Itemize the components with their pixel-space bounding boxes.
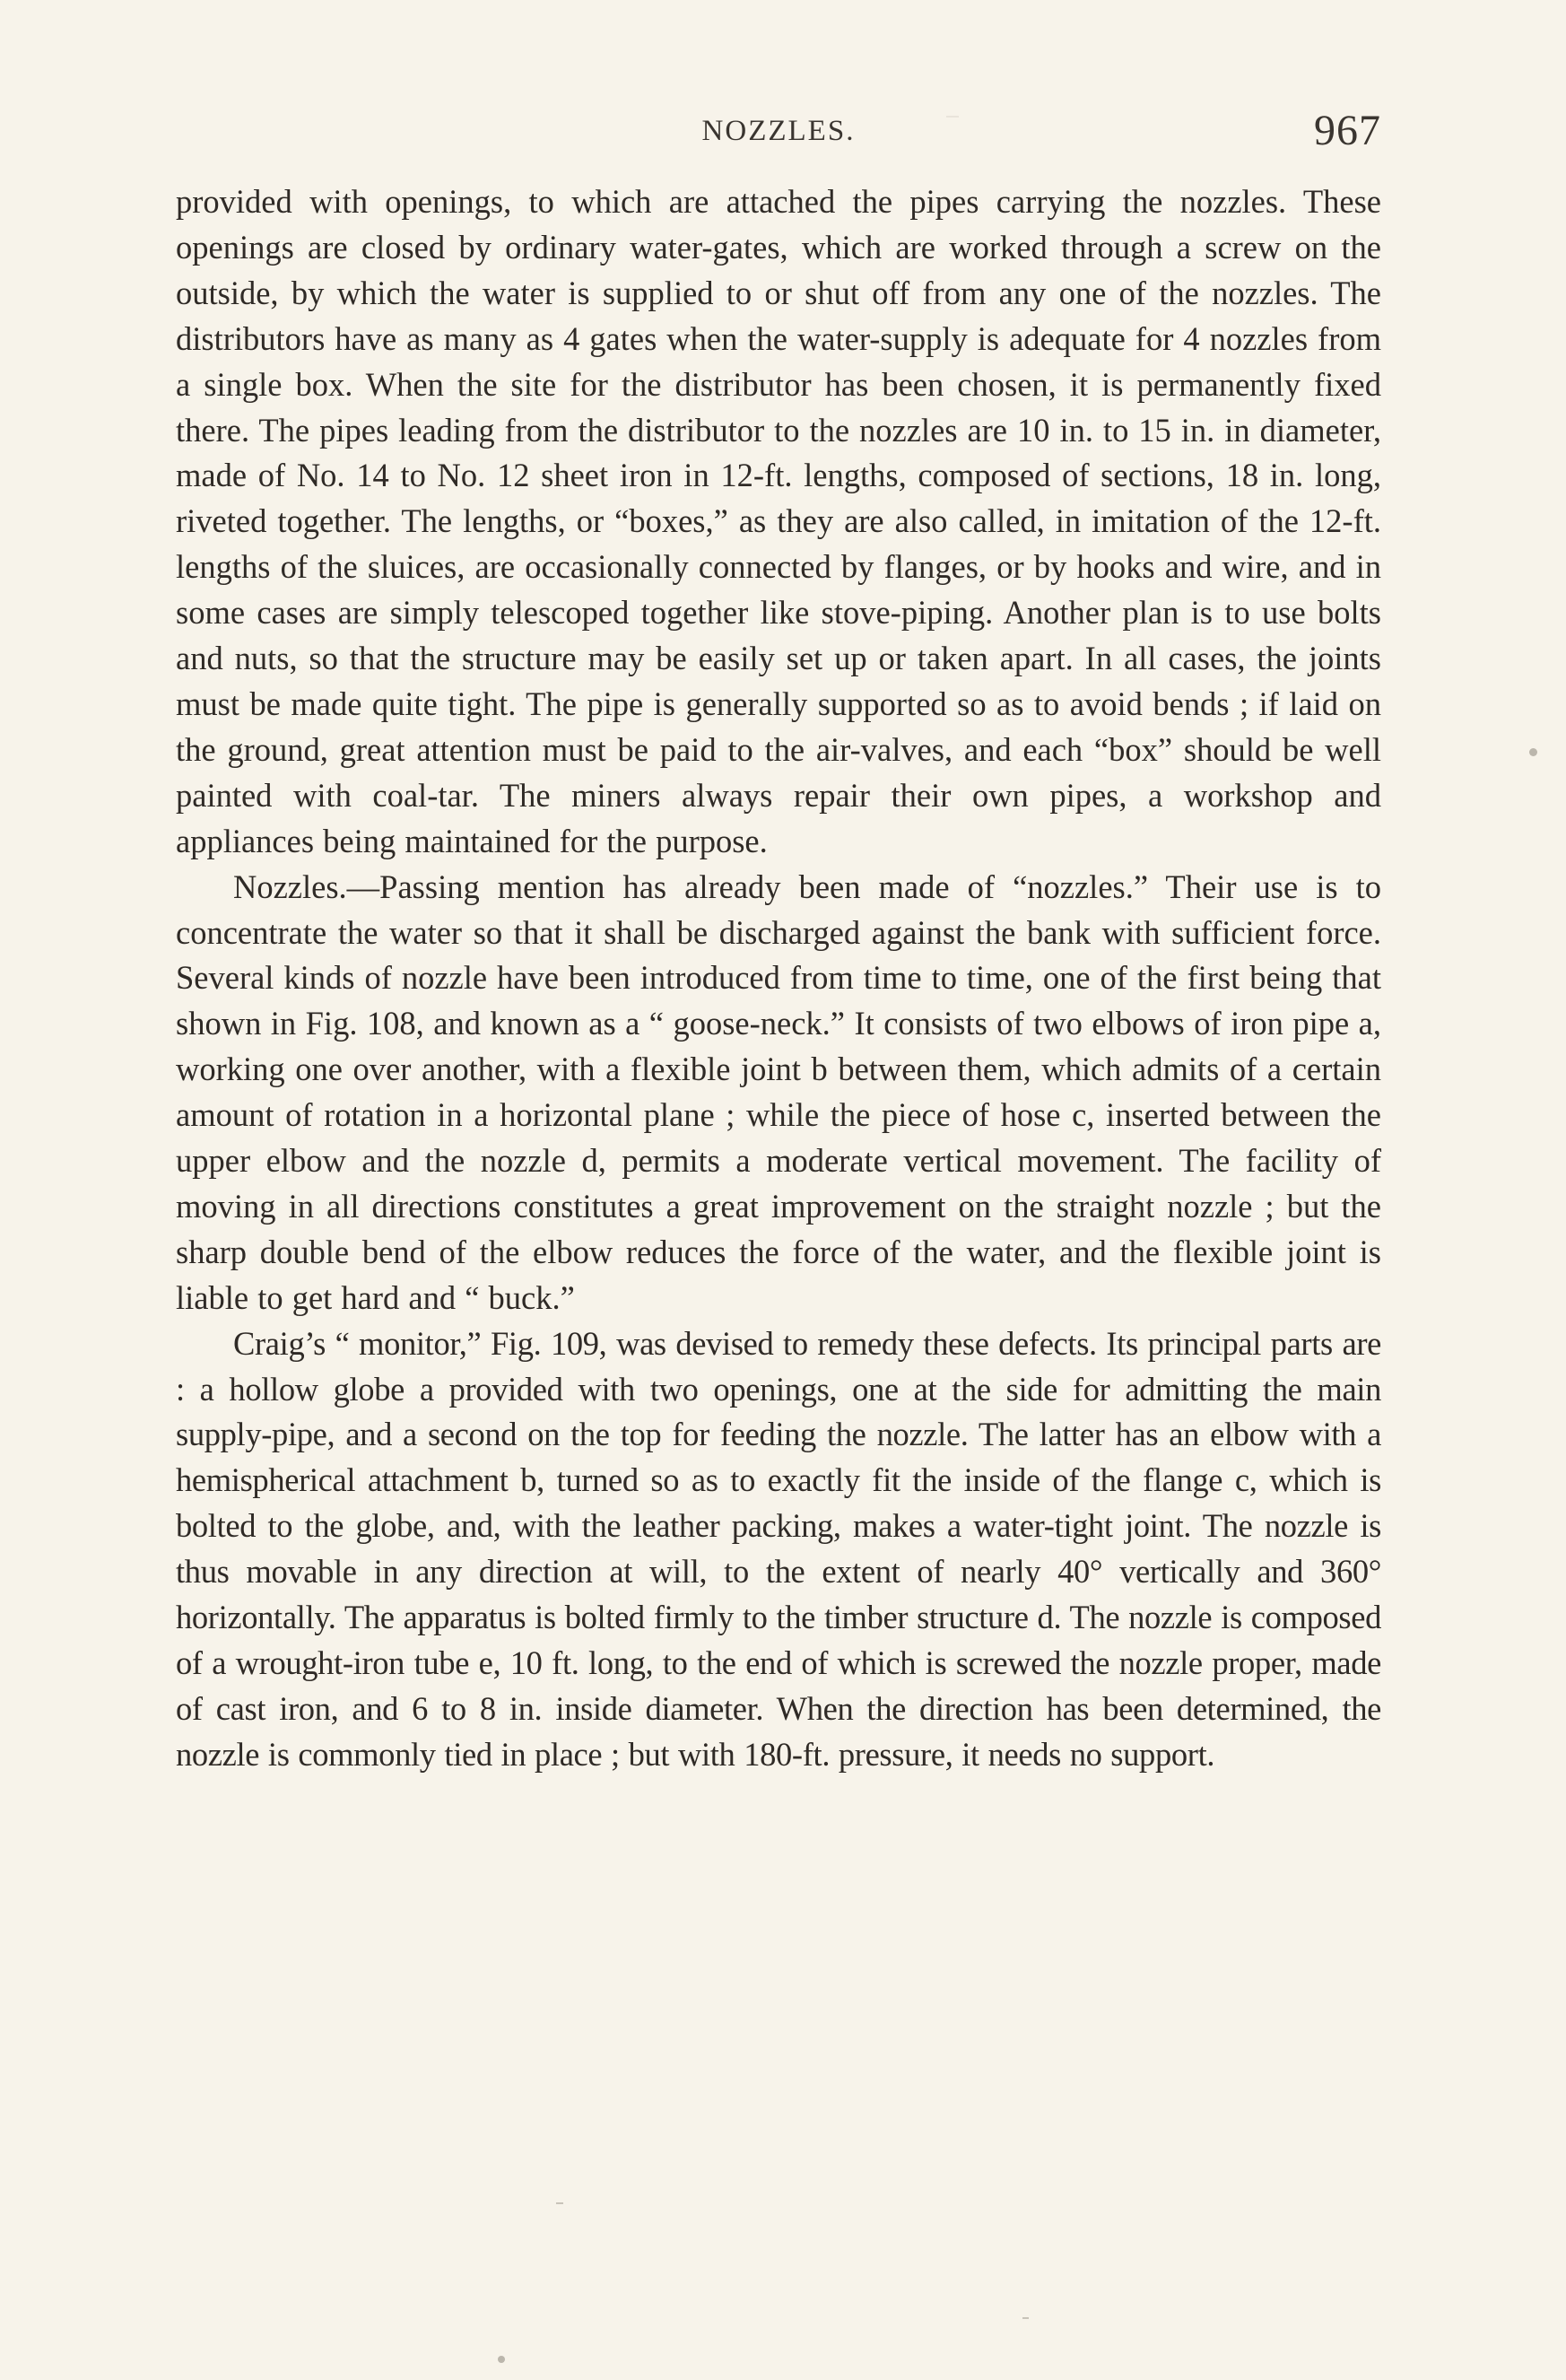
paper-mark xyxy=(1022,2317,1029,2319)
paragraph-nozzles-goose-neck: Nozzles.—Passing mention has already been made of “nozzles.” Their use is to concentrate the water so that it shall be discharged against the bank with sufficient force. Several kinds of nozzle have been introduced from time to time, one of the first being that shown in Fig. 108, and known as a “ goose-neck.” It consists of two elbows of iron pipe a, working one over another, with a flexible joint b between them, which admits of a certain amount of rotation in a horizontal plane ; while the piece of hose c, inserted between the upper elbow and the nozzle d, permits a moderate vertical movement. The facility of moving in all directions constitutes a great improvement on the straight nozzle ; but the sharp double bend of the elbow reduces the force of the water, and the flexible joint is liable to get hard and “ buck.” xyxy=(176,867,1381,1316)
paper-speck xyxy=(498,2356,505,2363)
paragraph-distributor-pipes: provided with openings, to which are attached the pipes carrying the nozzles. These openings are closed by ordinary water-gates, which are worked through a screw on the outside, by which the water is supplied to or shut off from any one of the nozzles. The distributors have as many as 4 gates when the water-supply is adequate for 4 nozzles from a single box. When the site for the distributor has been chosen, it is permanently fixed there. The pipes leading from the distributor to the nozzles are 10 in. to 15 in. in diameter, made of No. 14 to No. 12 sheet iron in 12-ft. lengths, composed of sections, 18 in. long, riveted together. The lengths, or “boxes,” as they are also called, in imitation of the 12-ft. lengths of the sluices, are occasionally connected by flanges, or by hooks and wire, and in some cases are simply telescoped together like stove-piping. Another plan is to use bolts and nuts, so that the structure may be easily set up or taken apart. In all cases, the joints must be made quite tight. The pipe is generally supported so as to avoid bends ; if laid on the ground, great attention must be paid to the air-valves, and each “box” should be well painted with coal-tar. The miners always repair their own pipes, a workshop and appliances being maintained for the purpose. xyxy=(176,183,1381,859)
running-head: NOZZLES. xyxy=(701,115,856,147)
body-text xyxy=(176,179,1381,1778)
page-header xyxy=(176,106,1381,160)
paper-mark xyxy=(946,116,959,118)
paragraph-craig-monitor: Craig’s “ monitor,” Fig. 109, was devised to remedy these defects. Its principal parts are : a hollow globe a provided with two openings, one at the side for admitting the main supply-pipe, and a second on the top for feeding the nozzle. The latter has an elbow with a hemispherical attachment b, turned so as to exactly fit the inside of the flange c, which is bolted to the globe, and, with the leather packing, makes a water-tight joint. The nozzle is thus movable in any direction at will, to the extent of nearly 40° vertically and 360° horizontally. The apparatus is bolted firmly to the timber structure d. The nozzle is composed of a wrought-iron tube e, 10 ft. long, to the end of which is screwed the nozzle proper, made of cast iron, and 6 to 8 in. inside diameter. When the direction has been determined, the nozzle is commonly tied in place ; but with 180-ft. pressure, it needs no support. xyxy=(176,1324,1381,1773)
paper-mark xyxy=(556,2202,563,2204)
page-number: 967 xyxy=(1314,107,1381,154)
paper-speck xyxy=(1529,748,1537,756)
